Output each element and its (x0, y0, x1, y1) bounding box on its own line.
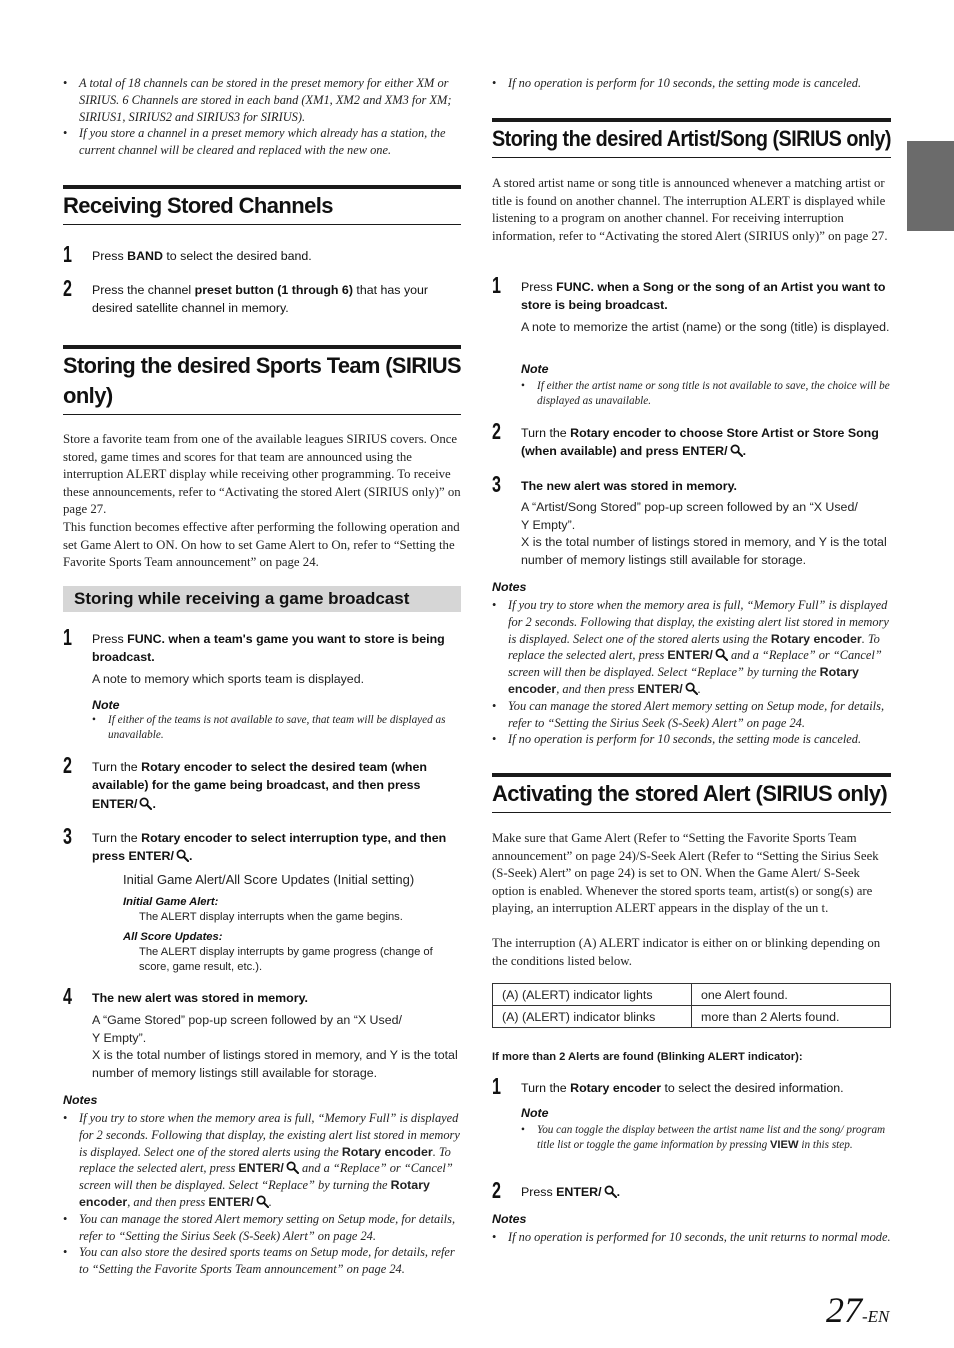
option-label-initial-game-alert: Initial Game Alert: (123, 896, 219, 908)
desc-line: Y Empty”. (92, 1030, 147, 1045)
activating-intro-paragraph: Make sure that Game Alert (Refer to “Setting the Favorite Sports Team announcement” on page 24)/S-Seek Alert (Refer to “Setting the Sirius Seek (S-Seek) Alert” on page 24) is set to ON. When the Game Alert/ S-Seek option is enabled. Whenever the stored sports team, artist(s) or song(s) are playing, an interruption ALERT appears in the display of the un t. (492, 831, 879, 916)
note-bullet: • If no operation is performed for 10 seconds, the unit returns to normal mode. (492, 1229, 891, 1246)
step-number: 2 (63, 752, 72, 778)
note-label: Note (521, 362, 549, 376)
step-text: Press (521, 1185, 557, 1199)
table-cell: one Alert found. (692, 984, 891, 1006)
note-bullet: • You can manage the stored Alert memory setting on Setup mode, for details, refer to “Setting the Sirius Seek (S-Seek) Alert” on page 24. (492, 698, 891, 732)
step-keyword: Rotary encoder (141, 760, 233, 774)
step-number: 2 (492, 1177, 501, 1203)
step-text: Turn the (521, 1081, 571, 1095)
step-number: 3 (63, 823, 72, 849)
sports-intro-paragraph: Store a favorite team from one of the available leagues SIRIUS covers. Once stored, game times and scores for that team are announced using the interruption ALERT display while receiving other programming. To receive these announcements, refer to “Activating the stored Alert (SIRIUS only)” on page 27. (63, 432, 461, 517)
sports-step-2 (63, 752, 461, 813)
note-bullet: • If no operation is perform for 10 seconds, the setting mode is canceled. (492, 731, 891, 748)
note-bullet: • You can also store the desired sports teams on Setup mode, for details, refer to “Setting the Favorite Sports Team announcement” on page 24. (63, 1244, 461, 1278)
activating-notes-list (492, 1229, 891, 1246)
step-keyword: Rotary encoder (141, 831, 233, 845)
sports-step-1-note (92, 713, 461, 744)
step-number: 1 (63, 241, 72, 267)
desc-line: X is the total number of listings stored in memory, and Y is the total number of memory listings still available for storage. (92, 1048, 458, 1080)
step-number: 1 (63, 624, 72, 650)
step-keyword: BAND (127, 249, 163, 263)
note-bullet: • If you try to store when the memory area is full, “Memory Full” is displayed for 2 seconds. Following that display, the existing alert list stored in memory is displayed. Select one of the stored alerts using the Rotary encoder. To replace the selected alert, press ENTER/ and a “Replace” or “Cancel” screen will then be displayed. Select “Replace” by turning the Rotary encoder, and then press ENTER/ . (492, 597, 891, 698)
step-keyword: FUNC. (127, 632, 165, 646)
desc-line: A “Artist/Song Stored” pop-up screen followed by an “X Used/ (521, 500, 858, 514)
table-cell: (A) (ALERT) indicator blinks (493, 1006, 692, 1028)
search-icon (715, 648, 728, 661)
page-number-suffix: -EN (862, 1307, 890, 1326)
enter-key-label: ENTER/ (128, 849, 174, 864)
table-row (493, 984, 891, 1006)
intro-bullet: • A total of 18 channels can be stored in the preset memory for either XM or SIRIUS. 6 Channels are stored in each band (XM1, XM2 and XM3 for XM; SIRIUS1, SIRIUS2 and SIRIUS3 for SIRIUS). (63, 75, 461, 125)
step-text: . (742, 444, 747, 459)
artist-intro-paragraph: A stored artist name or song title is announced whenever a matching artist or title is found on another channel. The interruption ALERT is displayed while listening to a program on another channel. For receiving interruption information, refer to “Activating the stored Alert (SIRIUS only)” on page 27. (492, 176, 888, 243)
sports-step-4-desc (92, 1012, 461, 1082)
artist-step-1-note (521, 379, 891, 410)
activating-step-1-note (521, 1123, 891, 1154)
top-bullet-list (492, 75, 891, 92)
sports-step-3 (63, 823, 461, 866)
desc-line: A “Game Stored” pop-up screen followed by an “X Used/ (92, 1013, 402, 1027)
step-keyword: Rotary encoder (570, 1081, 662, 1095)
sports-notes-list (63, 1110, 461, 1278)
table-cell: (A) (ALERT) indicator lights (493, 984, 692, 1006)
enter-key-label: ENTER/ (556, 1185, 602, 1199)
heading-activating-stored-alert (492, 773, 891, 813)
intro-bullet-list (63, 75, 461, 159)
top-bullet: • If no operation is perform for 10 seconds, the setting mode is canceled. (492, 75, 891, 92)
artist-step-2 (492, 418, 891, 461)
artist-step-1 (492, 272, 891, 315)
step-text: The new alert was stored in memory. (521, 479, 737, 493)
interruption-type-options: Initial Game Alert/All Score Updates (Initial setting) (123, 872, 415, 887)
step-text: . (152, 796, 156, 811)
search-icon (685, 682, 698, 695)
sports-effective-paragraph: This function becomes effective after performing the following operation and set Game Alert to ON. On how to set Game Alert to On, refer to “Setting the Favorite Sports Team announcement” on page 24. (63, 520, 460, 570)
sports-step-4 (63, 983, 461, 1009)
heading-storing-sports-team (63, 345, 461, 415)
enter-key-label: ENTER/ (92, 796, 138, 811)
heading-text: Activating the stored Alert (SIRIUS only) (492, 781, 888, 806)
table-cell: more than 2 Alerts found. (692, 1006, 891, 1028)
receiving-step-1 (63, 241, 461, 267)
activating-step-2 (492, 1177, 891, 1203)
step-text: Turn the (92, 831, 142, 845)
subheading-game-broadcast: Storing while receiving a game broadcast (63, 586, 461, 612)
enter-key-label: ENTER/ (682, 444, 728, 459)
step-number: 2 (492, 418, 501, 444)
note-label: Note (521, 1106, 549, 1120)
page-number-value: 27 (826, 1290, 862, 1330)
step-number: 2 (63, 275, 72, 301)
step-number: 3 (492, 471, 501, 497)
step-keyword: preset button (1 through 6) (194, 283, 353, 297)
heading-text: Storing the desired Sports Team (SIRIUS (63, 353, 461, 378)
activating-step-1 (492, 1073, 891, 1099)
activating-indicator-paragraph: The interruption (A) ALERT indicator is either on or blinking depending on the conditions listed below. (492, 936, 881, 968)
notes-label: Notes (63, 1093, 98, 1107)
step-text: to choose Store Artist or Store Song (when available) and press (521, 426, 879, 459)
page-number (826, 1290, 889, 1330)
search-icon (730, 444, 743, 457)
search-icon (604, 1185, 617, 1198)
intro-bullet: • If you store a channel in a preset memory which already has a station, the current channel will be cleared and replaced with the new one. (63, 125, 461, 159)
step-text: that has your desired satellite channel in memory. (92, 283, 429, 316)
option-label-all-score-updates: All Score Updates: (123, 931, 223, 943)
search-icon (139, 797, 152, 810)
step-text: Press (92, 632, 128, 646)
artist-step-3-desc (521, 499, 891, 569)
option-desc-initial-game-alert: The ALERT display interrupts when the game begins. (139, 911, 403, 923)
step-number: 1 (492, 272, 501, 298)
desc-line: Y Empty”. (521, 517, 576, 532)
heading-storing-artist-song (492, 118, 891, 158)
step-text: when a team's game you want to store is being broadcast. (92, 632, 445, 665)
artist-notes-list (492, 597, 891, 748)
search-icon (256, 1195, 269, 1208)
step-text: Press the channel (92, 283, 195, 297)
step-number: 1 (492, 1073, 501, 1099)
multiple-alerts-condition: If more than 2 Alerts are found (Blinking ALERT indicator): (492, 1051, 803, 1063)
note-bullet: • If either of the teams is not available to save, that team will be displayed as unavailable. (92, 713, 461, 744)
note-bullet: • If either the artist name or song title is not available to save, the choice will be displayed as unavailable. (521, 379, 891, 410)
heading-receiving-stored-channels (63, 185, 461, 225)
step-text: Turn the (92, 760, 142, 774)
step-text: Press (92, 249, 128, 263)
step-text: to select interruption type, and then press (92, 831, 447, 864)
search-icon (176, 849, 189, 862)
note-label: Note (92, 698, 120, 712)
step-text: . (616, 1185, 621, 1199)
section-tab-marker (907, 141, 954, 231)
notes-label: Notes (492, 1212, 527, 1226)
option-desc-all-score-updates: The ALERT display interrupts by game progress (change of score, game result, etc.). (139, 946, 433, 973)
step-text: Turn the (521, 426, 571, 440)
artist-step-1-desc: A note to memorize the artist (name) or the song (title) is displayed. (521, 320, 890, 334)
step-text: when a Song or the song of an Artist you want to store is being broadcast. (521, 280, 886, 313)
note-bullet: • You can toggle the display between the artist name list and the song/ program title list or toggle the game information by pressing VIEW in this step. (521, 1123, 891, 1154)
heading-text: Receiving Stored Channels (63, 193, 333, 218)
receiving-step-2 (63, 275, 461, 318)
heading-text: only) (63, 383, 113, 408)
step-text: to select the desired band. (162, 249, 312, 263)
sports-step-1-desc: A note to memory which sports team is displayed. (92, 672, 365, 686)
heading-text: Storing the desired Artist/Song (SIRIUS only) (492, 126, 891, 151)
table-row (493, 1006, 891, 1028)
step-text: . (188, 849, 193, 864)
step-text: to select the desired information. (661, 1081, 844, 1095)
desc-line: X is the total number of listings stored in memory, and Y is the total number of memory listings still available for storage. (521, 535, 887, 567)
step-text: Press (521, 280, 557, 294)
artist-step-3 (492, 471, 891, 497)
sports-step-1 (63, 624, 461, 667)
note-bullet: • You can manage the stored Alert memory setting on Setup mode, for details, refer to “Setting the Sirius Seek (S-Seek) Alert” on page 24. (63, 1211, 461, 1245)
search-icon (286, 1161, 299, 1174)
step-text: to select the desired team (when available) for the game being broadcast, and then press (92, 760, 427, 793)
notes-label: Notes (492, 580, 527, 594)
step-text: The new alert was stored in memory. (92, 991, 308, 1005)
step-number: 4 (63, 983, 72, 1009)
note-bullet: • If you try to store when the memory area is full, “Memory Full” is displayed for 2 seconds. Following that display, the existing alert list stored in memory is displayed. Select one of the stored alerts using the Rotary encoder. To replace the selected alert, press ENTER/ and a “Replace” or “Cancel” screen will then be displayed. Select “Replace” by turning the Rotary encoder, and then press ENTER/ . (63, 1110, 461, 1211)
alert-indicator-table (492, 983, 891, 1028)
step-keyword: Rotary encoder (570, 426, 662, 440)
step-keyword: FUNC. (556, 280, 594, 294)
